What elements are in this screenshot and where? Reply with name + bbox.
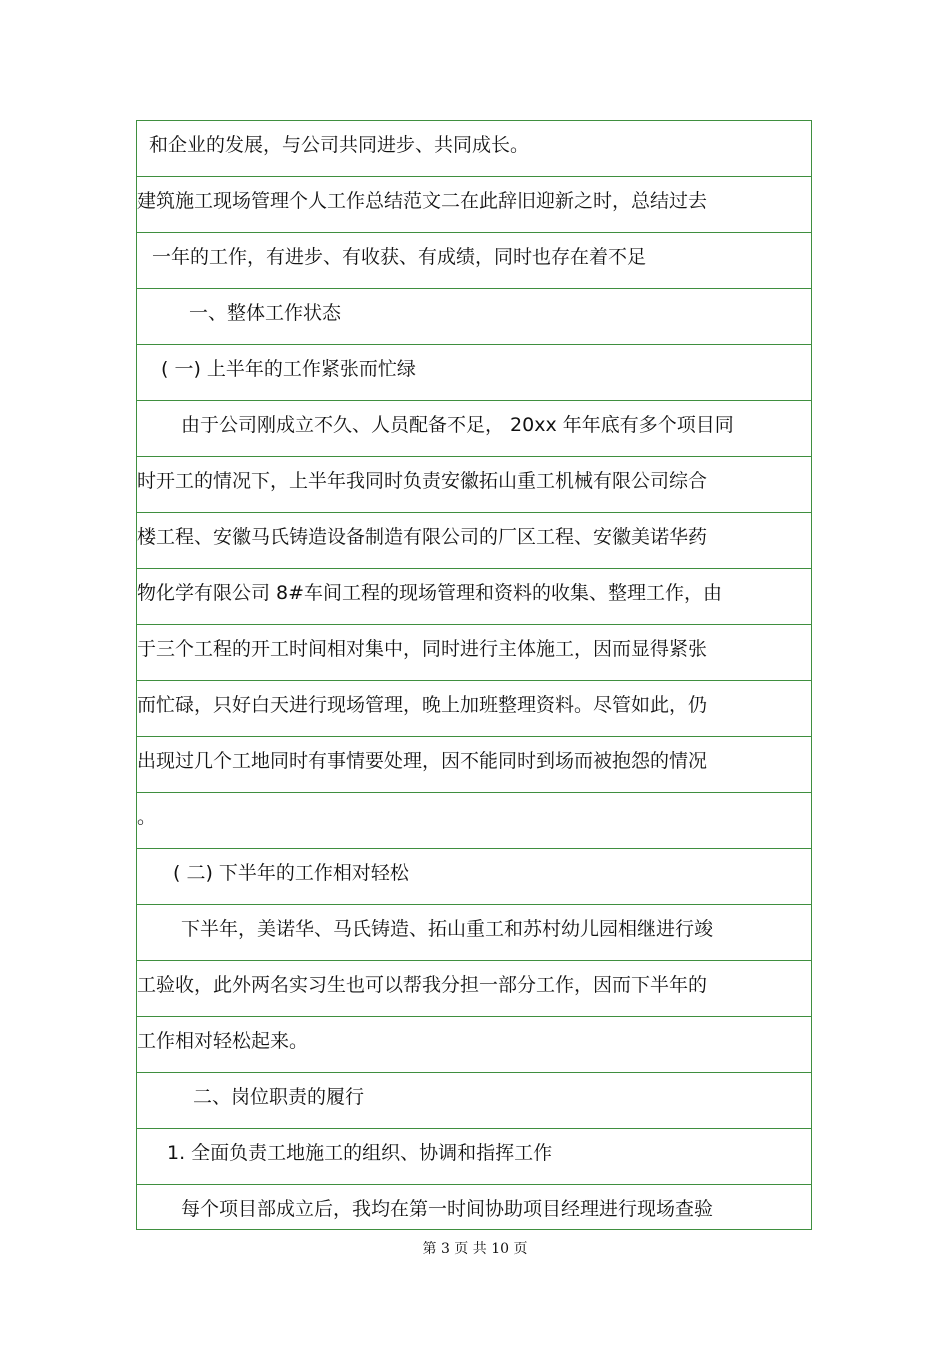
line-text: 物化学有限公司 8#车间工程的现场管理和资料的收集、整理工作，由 [137,582,723,604]
line-text: 一、整体工作状态 [189,302,342,324]
line-text: 由于公司刚成立不久、人员配备不足， 20xx 年年底有多个项目同 [181,414,734,436]
line-text: ( 一) 上半年的工作紧张而忙绿 [161,358,416,380]
text-line-3 [137,233,811,289]
line-text: 而忙碌，只好白天进行现场管理，晚上加班整理资料。尽管如此，仍 [137,694,708,716]
text-line-8 [137,513,811,569]
section-heading-1 [137,289,811,345]
text-line-13 [137,793,811,849]
subsection-heading-1 [137,345,811,401]
line-text: 工验收，此外两名实习生也可以帮我分担一部分工作，因而下半年的 [137,974,708,996]
page-number: 第 3 页 共 10 页 [422,1241,528,1257]
line-text: 下半年，美诺华、马氏铸造、拓山重工和苏村幼儿园相继进行竣 [181,918,714,940]
line-text: 1. 全面负责工地施工的组织、协调和指挥工作 [167,1142,553,1164]
line-text: 出现过几个工地同时有事情要处理，因不能同时到场而被抱怨的情况 [137,750,708,772]
line-text: 时开工的情况下，上半年我同时负责安徽拓山重工机械有限公司综合 [137,470,708,492]
text-line-2 [137,177,811,233]
text-line-1 [137,121,811,177]
text-line-10 [137,625,811,681]
line-text: 楼工程、安徽马氏铸造设备制造有限公司的厂区工程、安徽美诺华药 [137,526,708,548]
text-line-6 [137,401,811,457]
line-text: 于三个工程的开工时间相对集中，同时进行主体施工，因而显得紧张 [137,638,708,660]
text-line-16 [137,961,811,1017]
numbered-item-1 [137,1129,811,1185]
text-line-7 [137,457,811,513]
text-line-12 [137,737,811,793]
document-box [136,120,812,1230]
line-text: 一年的工作，有进步、有收获、有成绩，同时也存在着不足 [152,246,647,268]
text-line-15 [137,905,811,961]
line-text: 每个项目部成立后，我均在第一时间协助项目经理进行现场查验 [181,1198,714,1220]
text-line-11 [137,681,811,737]
line-text: ( 二) 下半年的工作相对轻松 [173,862,409,884]
text-line-20 [137,1185,811,1241]
subsection-heading-2 [137,849,811,905]
line-text: 。 [137,806,157,828]
text-line-17 [137,1017,811,1073]
text-line-9 [137,569,811,625]
line-text: 建筑施工现场管理个人工作总结范文二在此辞旧迎新之时，总结过去 [137,190,708,212]
line-text: 工作相对轻松起来。 [137,1030,309,1052]
line-text: 二、岗位职责的履行 [193,1086,365,1108]
section-heading-2 [137,1073,811,1129]
line-text: 和企业的发展，与公司共同进步、共同成长。 [149,134,530,156]
